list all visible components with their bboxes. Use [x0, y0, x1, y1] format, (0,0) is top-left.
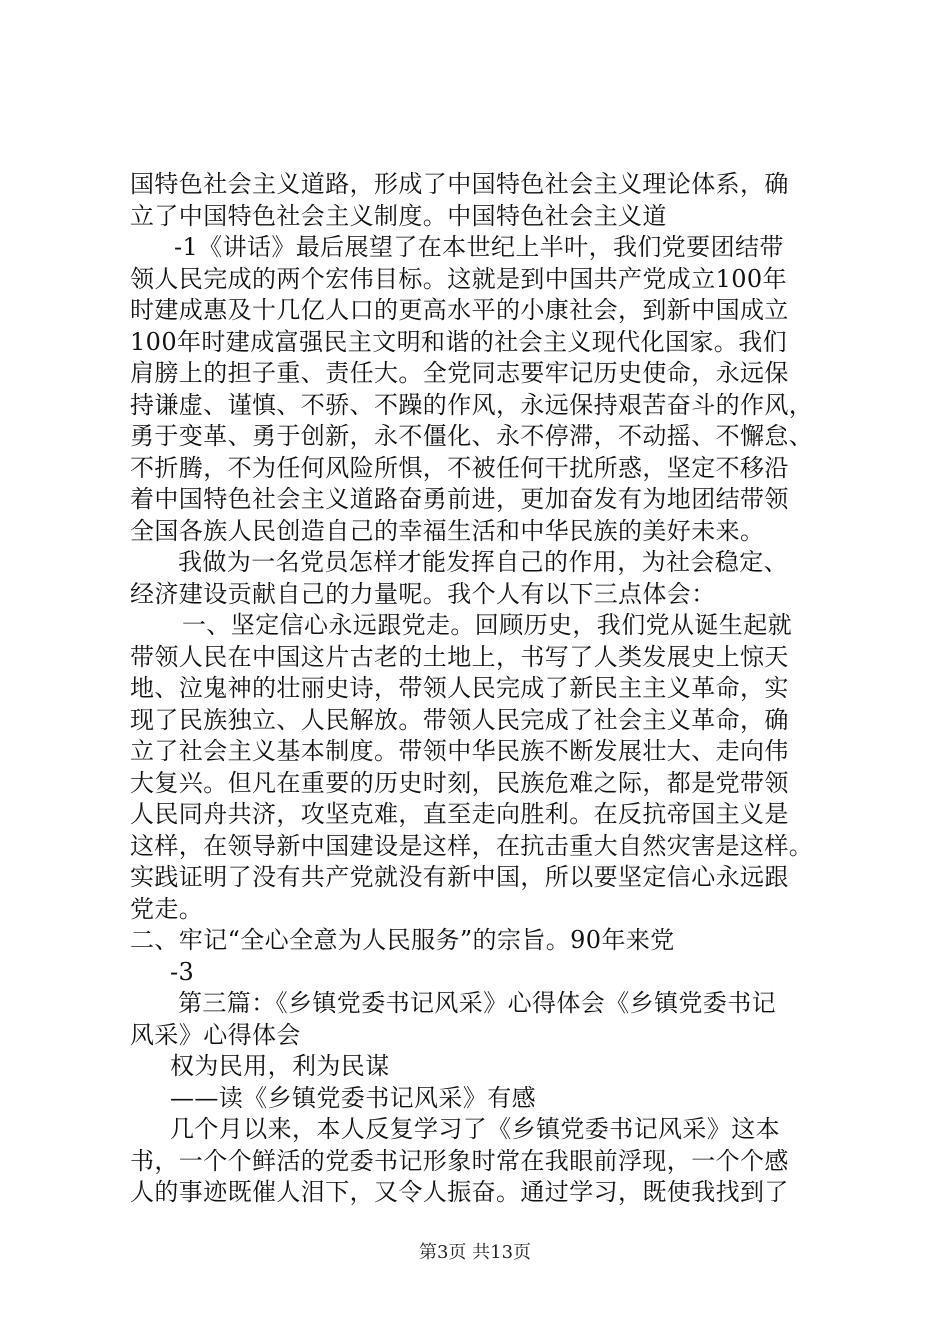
text-line: -3	[170, 957, 195, 986]
text-line: 国特色社会主义道路，形成了中国特色社会主义理论体系，确	[130, 170, 789, 198]
text-line: 一、坚定信心永远跟党走。回顾历史，我们党从诞生起就	[182, 611, 792, 639]
text-line: 二、牢记“全心全意为人民服务”的宗旨。90年来党	[130, 926, 675, 954]
text-line: 立了中国特色社会主义制度。中国特色社会主义道	[130, 201, 667, 230]
text-line: 党走。	[130, 894, 204, 923]
text-line: 带领人民在中国这片古老的土地上，书写了人类发展史上惊天	[130, 642, 789, 671]
text-line: ——读《乡镇党委书记风采》有感	[170, 1083, 536, 1112]
text-line: 立了社会主义基本制度。带领中华民族不断发展壮大、走向伟	[130, 737, 789, 765]
text-line: 100年时建成富强民主文明和谐的社会主义现代化国家。我们	[130, 327, 788, 356]
text-line: 时建成惠及十几亿人口的更高水平的小康社会，到新中国成立	[130, 296, 789, 324]
text-line: 我做为一名党员怎样才能发挥自己的作用，为社会稳定、	[178, 548, 788, 576]
text-line: 人民同舟共济，攻坚克难，直至走向胜利。在反抗帝国主义是	[130, 800, 789, 828]
text-line: 全国各族人民创造自己的幸福生活和中华民族的美好未来。	[130, 516, 765, 545]
text-line: 经济建设贡献自己的力量呢。我个人有以下三点体会：	[130, 579, 716, 608]
page-number-footer: 第3页 共13页	[418, 1242, 532, 1263]
section-heading: 第三篇：《乡镇党委书记风采》心得体会《乡镇党委书记	[178, 989, 776, 1017]
text-line: 风采》心得体会	[130, 1020, 301, 1049]
text-line: 书，一个个鲜活的党委书记形象时常在我眼前浮现，一个个感	[130, 1146, 789, 1175]
text-line: 几个月以来，本人反复学习了《乡镇党委书记风采》这本	[170, 1115, 780, 1143]
text-line: 权为民用，利为民谋	[170, 1052, 390, 1080]
document-body	[130, 169, 830, 1209]
text-line: 着中国特色社会主义道路奋勇前进，更加奋发有为地团结带领	[130, 485, 789, 513]
text-line: -1《讲话》最后展望了在本世纪上半叶，我们党要团结带	[174, 233, 784, 261]
text-line: 实践证明了没有共产党就没有新中国，所以要坚定信心永远跟	[130, 863, 789, 891]
text-line: 大复兴。但凡在重要的历史时刻，民族危难之际，都是党带领	[130, 768, 789, 797]
text-line: 现了民族独立、人民解放。带领人民完成了社会主义革命，确	[130, 705, 789, 734]
text-line: 人的事迹既催人泪下，又令人振奋。通过学习，既使我找到了	[130, 1178, 789, 1206]
text-line: 不折腾，不为任何风险所惧，不被任何干扰所惑，坚定不移沿	[130, 453, 789, 482]
text-line: 领人民完成的两个宏伟目标。这就是到中国共产党成立100年	[130, 264, 788, 293]
text-line: 地、泣鬼神的壮丽史诗，带领人民完成了新民主主义革命，实	[130, 674, 789, 702]
text-line: 持谦虚、谨慎、不骄、不躁的作风，永远保持艰苦奋斗的作风，	[130, 390, 814, 419]
text-line: 肩膀上的担子重、责任大。全党同志要牢记历史使命，永远保	[130, 359, 789, 387]
text-line: 这样，在领导新中国建设是这样，在抗击重大自然灾害是这样。	[130, 831, 814, 860]
text-line: 勇于变革、勇于创新，永不僵化、永不停滞，不动摇、不懈怠、	[130, 422, 814, 450]
